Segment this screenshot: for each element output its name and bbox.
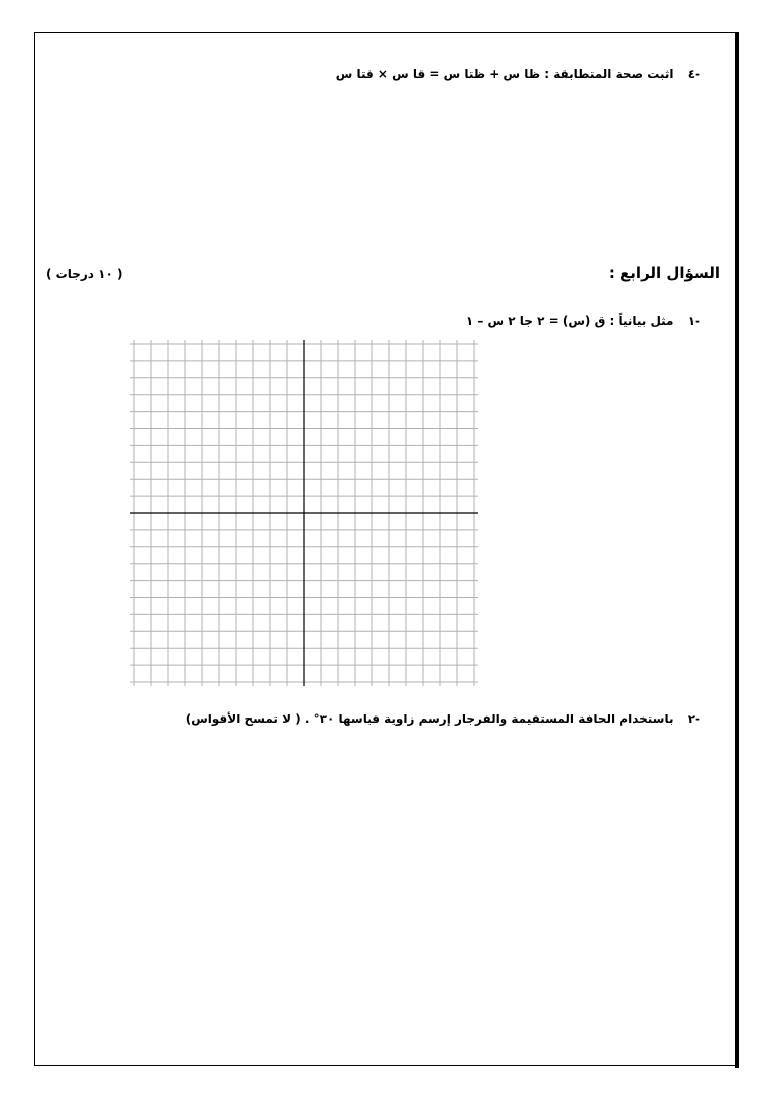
section-marks: ( ١٠ درجات ): [46, 267, 123, 281]
question-number: -٤: [687, 67, 700, 81]
item-1-text: مثل بيانياً : ق (س) = ٢ جا ٢ س – ١: [465, 314, 674, 328]
question-4-prev: [336, 66, 700, 82]
page-border-shadow: [735, 32, 739, 1068]
item-2-number: -٢: [687, 712, 700, 726]
item-1: [466, 313, 700, 329]
section-title: السؤال الرابع :: [608, 264, 720, 282]
question-text: اثبت صحة المتطابقة : ظا س + ظتا س = قا س × قتا س: [335, 67, 674, 81]
item-1-number: -١: [687, 314, 700, 328]
graph-grid-svg: [130, 340, 478, 686]
graph-grid: [130, 340, 478, 686]
item-2: [186, 711, 700, 727]
item-2-text: باستخدام الحافة المستقيمة والفرجار إرسم زاوية قياسها ٣٠° . ( لا تمسح الأقواس): [185, 712, 674, 726]
